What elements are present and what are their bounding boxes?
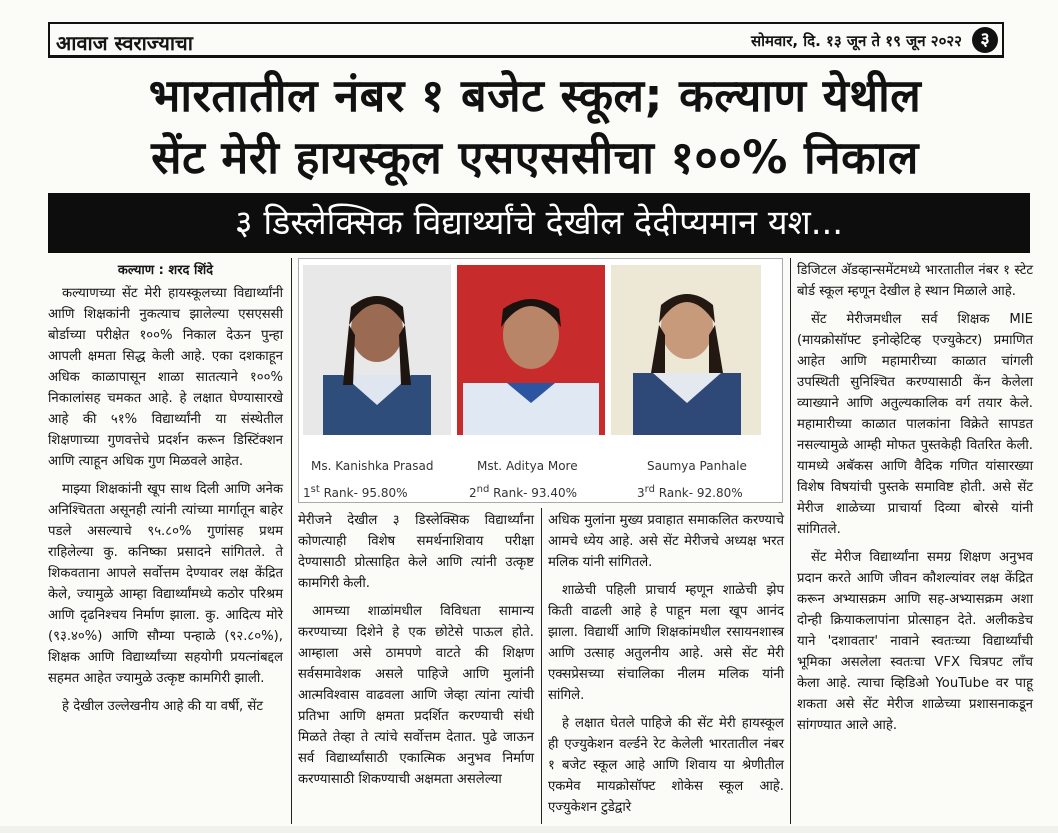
- masthead: [48, 22, 1004, 58]
- paragraph: सेंट मेरीज विद्यार्थ्यांना समग्र शिक्षण अनुभव प्रदान करते आणि जीवन कौशल्यांवर लक्ष केंद्रित करून अभ्यासक्रम आणि सह-अभ्यासक्रम अशा दोन्ही क्रियाकलापांना प्रोत्साहन देते. अलीकडेच याने 'दशावतार' नावाने स्वतःच्या विद्यार्थ्यांची भूमिका असलेला स्वतःचा VFX चित्रपट लाँच केला आहे. त्याचा व्हिडिओ YouTube वर पाहू शकता असे सेंट मेरीज शाळेच्या प्रशासनाकडून सांगण्यात आले आहे.: [797, 550, 1033, 733]
- article-column-4: [797, 260, 1033, 743]
- column-divider: [541, 508, 542, 824]
- paragraph: अधिक मुलांना मुख्य प्रवाहात समाकलित करण्याचे आमचे ध्येय आहे. असे सेंट मेरीजचे अध्यक्ष भरत मलिक यांनी सांगितले.: [548, 513, 784, 570]
- paragraph: आमच्या शाळांमधील विविधता सामान्य करण्याच्या दिशेने हे एक छोटेसे पाऊल होते. आम्हाला असे ठामपणे वाटते की शिक्षण सर्वसमावेशक असले पाहिजे आणि मुलांनी आत्मविश्वास वाढवला आणि जेव्हा त्यांना त्यांची प्रतिभा आणि क्षमता प्रदर्शित करण्याची संधी मिळते तेव्हा ते त्यांचे सर्वोत्तम देतात. पुढे जाऊन सर्व विद्यार्थ्यांसाठी एकात्मिक अनुभव निर्माण करण्यासाठी शिकण्याची अक्षमता असलेल्या: [298, 604, 534, 787]
- paper-name: आवाज स्वराज्याचा: [56, 31, 193, 55]
- subheadline-bar: ३ डिस्लेक्सिक विद्यार्थ्यांचे देखील देदीप्यमान यश...: [48, 193, 1030, 253]
- issue-date: सोमवार, दि. १३ जून ते १९ जून २०२२: [750, 32, 962, 50]
- article-column-1: [48, 260, 283, 724]
- headline-line-1: भारतातील नंबर १ बजेट स्कूल; कल्याण येथील: [148, 69, 922, 122]
- student-name-3: Saumya Panhale: [647, 459, 747, 473]
- paragraph: मेरीजने देखील ३ डिस्लेक्सिक विद्यार्थ्यांना कोणत्याही विशेष समर्थनाशिवाय परीक्षा देण्यासाठी प्रोत्साहित केले आणि त्यांनी उत्कृष्ट कामगिरी केली.: [298, 513, 534, 591]
- student-portrait-3: [611, 265, 761, 435]
- paragraph: डिजिटल अ‍ॅडव्हान्समेंटमध्ये भारतातील नंबर १ स्टेट बोर्ड स्कूल म्हणून देखील हे स्थान मिळाले आहे.: [797, 263, 1033, 299]
- article-column-3: [548, 510, 784, 825]
- article-column-2: [298, 510, 534, 797]
- paragraph: सेंट मेरीजमधील सर्व शिक्षक MIE (मायक्रोसॉफ्ट इनोव्हेटिव्ह एज्युकेटर) प्रमाणित आहेत आणि महामारीच्या काळात चांगली उपस्थिती सुनिश्चित करण्यासाठी केंन केलेला व्याख्याने आणि अतुल्यकालिक वर्ग तयार केले. महामारीच्या काळात पालकांना विक्रेते सापडत नसल्यामुळे आम्ही मोफत पुस्तकेही वितरित केली. यामध्ये अबॅकस आणि वैदिक गणित यांसारख्या विशेष विषयांची पुस्तके समाविष्ट होती. असे सेंट मेरीज शाळेच्या प्राचार्या दिव्या बोरसे यांनी सांगितले.: [797, 312, 1033, 537]
- paragraph: हे देखील उल्लेखनीय आहे की या वर्षी, सेंट: [62, 699, 263, 714]
- byline: कल्याण : शरद शिंदे: [117, 263, 214, 278]
- paragraph: शाळेची पहिली प्राचार्य म्हणून शाळेची झेप किती वाढली आहे हे पाहून मला खूप आनंद झाला. विद्यार्थी आणि शिक्षकांमधील रसायनशास्त्र आणि उत्साह अतुलनीय आहे. असे सेंट मेरी एक्सप्रेसच्या संचालिका नीलम मलिक यांनी सांगिले.: [548, 583, 784, 703]
- column-divider: [291, 258, 292, 824]
- page-number: ३: [972, 27, 998, 53]
- student-portrait-2: [457, 265, 605, 435]
- paragraph: हे लक्षात घेतले पाहिजे की सेंट मेरी हायस्कूल ही एज्युकेशन वर्ल्डने रेट केलेली भारतातील नंबर १ बजेट स्कूल आहे आणि शिवाय या श्रेणीतील एकमेव मायक्रोसॉफ्ट शोकेस स्कूल आहे. एज्युकेशन टुडेद्वारे: [548, 716, 784, 815]
- student-photo: [298, 258, 783, 503]
- paragraph: कल्याणच्या सेंट मेरी हायस्कूलच्या विद्यार्थ्यांनी आणि शिक्षकांनी नुकत्याच झालेल्या एसएससी बोर्डाच्या परीक्षेत १००% निकाल देऊन पुन्हा आपली क्षमता सिद्ध केली आहे. एका दशकाहून अधिक काळापासून शाळा सातत्याने १००% निकालांसह चमकत आहे. हे लक्षात घेण्यासारखे आहे की ५१% विद्यार्थ्यांनी या संस्थेतील शिक्षणाच्या गुणवत्तेचे प्रदर्शन करून डिस्टिंक्शन आणि त्याहून अधिक गुण मिळवले आहेत.: [48, 286, 283, 469]
- student-portrait-1: [303, 265, 451, 435]
- student-name-1: Ms. Kanishka Prasad: [311, 459, 434, 473]
- student-rank-3: 3rd Rank- 92.80%: [637, 484, 743, 500]
- student-name-2: Mst. Aditya More: [477, 459, 578, 473]
- paragraph: माझ्या शिक्षकांनी खूप साथ दिली आणि अनेक अनिश्चितता असूनही त्यांनी त्यांच्या मार्गातून बाहेर पडले असल्याचे ९५.८०% गुणांसह प्रथम राहिलेल्या कु. कनिष्का प्रसादने सांगितले. ते शिकवताना आपले सर्वोत्तम देण्यावर लक्ष केंद्रित केले, ज्यामुळे आम्हा विद्यार्थ्यांमध्ये कठोर परिश्रम आणि दृढनिश्चय निर्माण झाला. कु. आदित्य मोरे (९३.४०%) आणि सौम्या पन्हाळे (९२.८०%), शिक्षक आणि विद्यार्थ्यांच्या सहयोगी प्रयत्नांबद्दल सहमत आहेत ज्यामुळे उत्कृष्ट कामगिरी झाली.: [48, 482, 283, 686]
- page-bottom-edge: [0, 826, 1058, 833]
- column-divider: [790, 258, 791, 824]
- headline-line-2: सेंट मेरी हायस्कूल एसएससीचा १००% निकाल: [151, 131, 919, 184]
- student-rank-1: 1st Rank- 95.80%: [303, 484, 408, 500]
- student-rank-2: 2nd Rank- 93.40%: [469, 484, 578, 500]
